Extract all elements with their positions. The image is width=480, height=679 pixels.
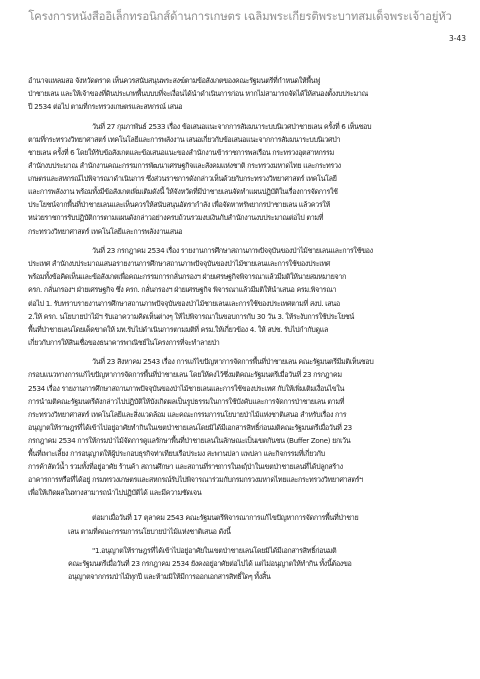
text-line: ประเทศ สำนักงบประมาณเสนอรายงานการศึกษาสถานภาพปัจจุบันของป่าไม้ชายเลนและการใช้ของประเทศ — [28, 259, 331, 269]
text-line: วันที่ 23 สิงหาคม 2543 เรื่อง การแก้ไขปัญหาการจัดการพื้นที่ป่าชายเลน คณะรัฐมนตรีมีมติเห็นชอบ — [92, 357, 374, 367]
text-line: การนำมติคณะรัฐมนตรีดังกล่าวไปปฏิบัติให้บังเกิดผลเป็นรูปธรรมในการใช้บังคับและการจัดการป่าชายเลน ตามที่ — [28, 396, 345, 406]
text-line: ต่อมาเมื่อวันที่ 17 ตุลาคม 2543 คณะรัฐมนตรีพิจารณาการแก้ไขปัญหาการจัดการพื้นที่ป่าชาย — [92, 513, 359, 523]
text-line: กระทรวงวิทยาศาสตร์ เทคโนโลยีและสิ่งแวดล้อม และคณะกรรมการนโยบายป่าไม้แห่งชาติเสนอ สำหรับเรื่อง การ — [28, 409, 347, 419]
text-line: ประโยชน์จากพื้นที่ป่าชายเลนและเห็นควรให้สนับสนุนอัตรากำลัง เพื่อจัดหาทรัพยากรป่าชายเลน แล้วควรให้ — [28, 200, 330, 210]
paragraph — [28, 120, 468, 238]
text-line: การค้าสัตว์น้ำ รวมทั้งที่อยู่อาศัย ร้านค้า สถานศึกษา และสถานที่ราชการในพฤ์ป่าในเขตป่าชายเลนที่ได้ปลูกสร้าง — [28, 462, 343, 472]
text-line: กระทรวงวิทยาศาสตร์ เทคโนโลยีและการพลังงานเสนอ — [28, 226, 183, 236]
text-line: เกษตรและสหกรณ์ไปพิจารณาดำเนินการ ซึ่งส่วนราชการดังกล่าวเห็นด้วยกับกระทรวงวิทยาศาสตร์ เทคโนโลยี — [28, 174, 337, 184]
text-line: คณะรัฐมนตรีเมื่อวันที่ 23 กรกฎาคม 2534 ยังคงอยู่อาศัยต่อไปได้ แต่ไม่อนุญาตให้ทำกิน ทั้งนี้ต้องขอ — [68, 559, 352, 569]
text-line: ครก. กลั่นกรองฯ ฝ่ายเศรษฐกิจ ซึ่ง ครก. กลั่นกรองฯ ฝ่ายเศรษฐกิจ พิจารณาแล้วมีมติให้นำเสนอ ครม.พิจารณา — [28, 285, 337, 295]
text-line: อำนาจแหลมสอ จังหวัดตราด เห็นควรสนับสนุนพระสงฆ์ตามข้อสังเกตของคณะรัฐมนตรีที่กำหนดให้พื้นฟู — [28, 76, 320, 85]
paragraph — [28, 355, 468, 499]
text-line: อนุญาตจากกรมป่าไม้ทุกปี และห้ามมิให้มีการออกเอกสารสิทธิ์ใดๆ ทั้งสิ้น — [68, 572, 271, 582]
paragraph — [28, 74, 468, 113]
text-line: วันที่ 27 กุมภาพันธ์ 2533 เรื่อง ข้อเสนอแนะจากการสัมมนาระบบนิเวศป่าชายเลน ครั้งที่ 6 เห็นชอบ — [92, 121, 372, 131]
paragraph — [28, 511, 468, 537]
text-line: พื้นที่ป่าชายเลนโดยเด็ดขาดให้ มท.รับไปดำเนินการตามมติที่ ครม.ให้เกี่ยวข้อง 4. ให้ สปช. รับไปกำกับดูแล — [28, 324, 329, 334]
text-line: วันที่ 23 กรกฎาคม 2534 เรื่อง รายงานการศึกษาสถานภาพปัจจุบันของป่าไม้ชายเลนและการใช้ของ — [92, 246, 373, 256]
paragraph — [28, 244, 468, 349]
text-line: อาคารการหรือที่ได้อยู่ กรมทรวงเกษตรและสหกรณ์รับไปพิจารณาร่วมกับกรมกรวงมหาดไทยและกระทรวงวิทยาศาสตร์ฯ — [28, 475, 363, 485]
text-line: ตามที่กระทรวงวิทยาศาสตร์ เทคโนโลยีและการพลังงาน เสนอเกี่ยวกับข้อเสนอแนะจากการสัมมนาระบบนิเวศป่า — [28, 134, 341, 144]
header-title: โครงการหนังสืออิเล็กทรอนิกส์ด้านการเกษตร เฉลิมพระเกียรติพระบาทสมเด็จพระเจ้าอยู่หัว — [28, 9, 452, 23]
paragraph — [28, 544, 468, 583]
text-line: เลน ตามที่คณะกรรมการนโยบายป่าไม้แห่งชาติเสนอ ดังนี้ — [68, 526, 231, 536]
text-line: 2534 เรื่อง รายงานการศึกษาสถานภาพปัจจุบันของป่าไม้ชายเลนและการใช้ของประเทศ กับให้เพิ่มเติมเงื่อนไขใน — [28, 383, 345, 393]
body-text — [28, 74, 468, 590]
text-line: และการพลังงาน พร้อมทั้งมีข้อสังเกตเพิ่มเติมดังนี้ ให้จังหวัดที่มีป่าชายเลนจัดทำแผนปฏิบัติในเรื่องการจัดการใช้ — [28, 187, 338, 197]
text-line: ปี 2534 ต่อไป ตามที่กระทรวงเกษตรและสหกรณ์ เสนอ — [28, 102, 183, 112]
text-line: ต่อไป 1. รับทราบรายงานการศึกษาสถานภาพปัจจุบันของป่าไม้ชายเลนและการใช้ของประเทศตามที่ สงป. เสนอ — [28, 298, 340, 308]
text-line: หน่วยราชการรับปฏิบัติการตามแผนดังกล่าวอย่างครบถ้วนรวมงบเงินกับสำนักงานงบประมาณต่อไป ตามที่ — [28, 213, 324, 223]
text-line: กรกฎาคม 2534 การให้กรมป่าไม้จัดการดูแลรักษาพื้นที่ป่าชายเลนในลักษณะเป็นเขตกันชน (Buffer Zone) ยกเว้น — [28, 435, 351, 445]
text-line: 2.ให้ ครก. นโยบายป่าไม้ฯ รับเอาความคิดเห็นต่างๆ ให้ไปพิจารณาในขอบการกับ 30 วัน 3. ให้ระงับการใช้ประโยชน์ — [28, 311, 354, 321]
text-line: ป่าชายเลน และให้เจ้าของที่ดินประเภทพื้นบบบที่จะเงื่อนได้นำดำเนินการก่อน หากไม่สามารถจัดได้ให้สนองตั้งงบประมาณ — [28, 89, 368, 99]
text-line: พื้นที่เพาะเลี้ยง การอนุญาตให้ผู้ประกอบธุรกิจท่าเทียบเรือประมง สะพานปลา แพปลา และกิจกรรมที่เกี่ยวกับ — [28, 449, 325, 459]
text-line: กรอบแนวทางการแก้ไขปัญหาการจัดการพื้นที่ป่าชายเลน โดยให้คงไว้ซึ่งมติคณะรัฐมนตรีเมื่อวันที่ 23 กรกฎาคม — [28, 370, 342, 380]
text-line: ชายเลน ครั้งที่ 6 โดยให้รับข้อสังเกตและข้อเสนอแนะของสำนักงานข้าราชการพลเรือน กระทรวงอุตสาหกรรม — [28, 147, 334, 157]
text-line: สำนักงบประมาณ สำนักงานคณะกรรมการพัฒนาเศรษฐกิจและสังคมแห่งชาติ กระทรวงมหาดไทย และกระทรวง — [28, 161, 341, 171]
text-line: พร้อมทั้งข้อคิดเห็นและข้อสังเกตเพื่อคณะกรรมการกลั่นกรองฯ ฝ่ายเศรษฐกิจพิจารณาแล้วมีมติให้นายสมหมายจาก — [28, 272, 347, 282]
text-line: เกี่ยวกับการให้สินเชื่อของธนาคารพาณิชย์ในโครงการที่จะทำลายป่า — [28, 337, 220, 347]
page-number: 3-43 — [448, 34, 466, 43]
text-line: อนุญาตให้ราษฎรที่ได้เข้าไปอยู่อาศัยทำกินในเขตป่าชายเลนโดยมิได้มีเอกสารสิทธิ์ก่อนมติคณะรัฐมนตรีเมื่อวันที่ 23 — [28, 422, 352, 432]
text-line: เพื่อให้เกิดผลในทางสามารถนำไปปฏิบัติได้ และมีความชัดเจน — [28, 488, 202, 498]
text-line: "1.อนุญาตให้ราษฎรที่ได้เข้าไปอยู่อาศัยในเขตป่าชายเลนโดยมิได้มีเอกสารสิทธิ์ก่อนมติ — [92, 546, 337, 556]
